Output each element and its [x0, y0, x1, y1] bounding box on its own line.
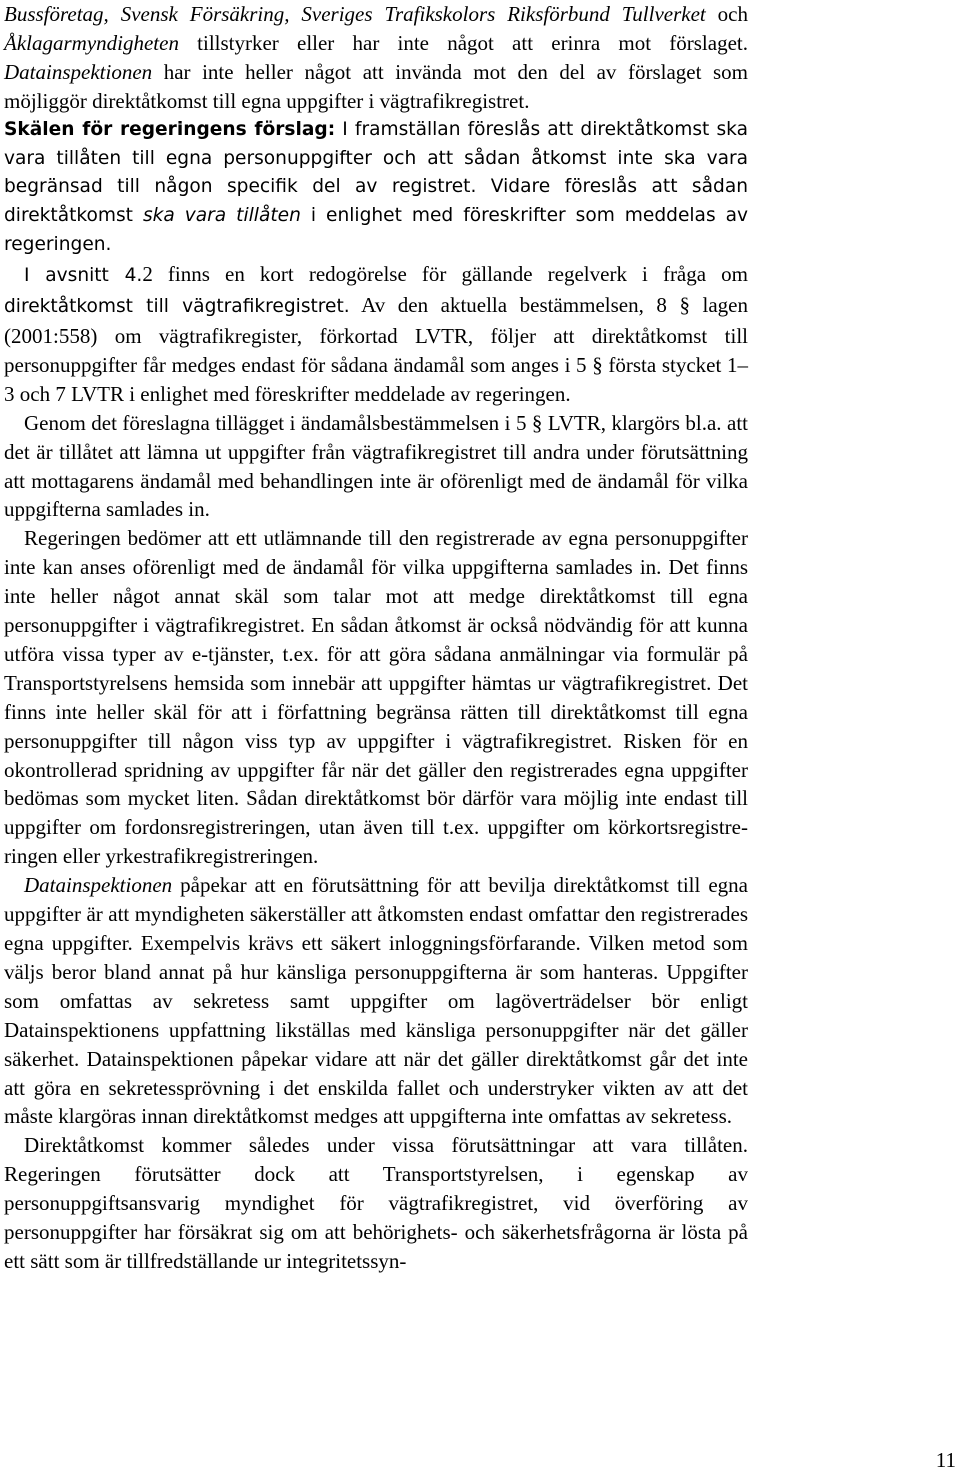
italic-text: Datainspektionen: [24, 873, 173, 898]
paragraph-3: [4, 260, 748, 409]
paragraph-7: Direktåtkomst kommer således under vissa förutsättningar att vara tillåten. Regeringen förutsätter dock att Transportstyrelsen, i egenskap av personuppgiftsansvarig myndighet för vägtrafikregistret, vid överföring av personuppgifter har försäkrat sig om att behörighets- och säkerhetsfrågorna är lösta på ett sätt som är tillfredställande ur integritetssyn-: [4, 1133, 748, 1273]
paragraph-2: [4, 116, 748, 261]
text-span: tillstyrker eller har inte något att erinra mot förslaget.: [178, 30, 748, 55]
text-span: I avsnitt 4.: [24, 265, 143, 287]
text-span: och: [705, 2, 748, 26]
text-span: direktåtkomst till vägtrafikregistret.: [4, 296, 350, 318]
bold-lead: Skälen för regeringens förslag:: [4, 118, 336, 140]
document-body: [4, 0, 748, 1276]
text-span: i enlighet med föreskrifter som meddelas av regeringen.: [4, 205, 749, 256]
text-span: påpekar att en förutsättning för att bevilja direktåtkomst till egna uppgifter är att myndigheten säkerställer att åtkomsten endast omfattar den registrerades egna uppgifter. Exempelvis krävs ett säkert inloggningsförfarande. Vilken metod som väljs beror bland annat på hur känsliga personuppgifterna är som hanteras. Uppgifter som omfattas av sekretess samt uppgifter om lagöverträdelser bör enligt Datainspektionens uppfattning likställas med känsliga personuppgifter när det gäller säkerhet. Datainspektionen påpekar vidare att när det gäller direktåtkomst går det inte att göra en sekretessprövning i det enskilda fallet och understryker vikten av att det måste klargöras innan direktåtkomst medges att uppgifterna inte omfattas av sekretess.: [4, 873, 748, 1129]
text-span: I framställan föreslås att direktåtkomst ska vara tillåten till egna personuppgifter och att sådan åtkomst inte ska vara begränsad till någon specifik del av registret. Vidare föreslås att sådan direktåtkomst: [4, 118, 749, 227]
text-span: har inte heller något att invända mot den del av förslaget som möjliggör direktåtkomst till egna uppgifter i vägtrafikregistret.: [4, 59, 748, 113]
italic-text: Bussföretag, Svensk Försäkring, Sveriges Trafikskolors Riksförbund Tullverket: [4, 2, 706, 26]
page-number: 11: [935, 1448, 956, 1472]
paragraph-5: Regeringen bedömer att ett utlämnande till den registrerade av egna personuppgifter inte kan anses oförenligt med de ändamål för vilka uppgifterna samlades in. Det finns inte heller något annat skäl som talar mot att medge direktåtkomst till egna personuppgifter i vägtrafikregistret. En sådan åtkomst är också nödvändig för att kunna utföra vissa typer av e-tjänster, t.ex. för att göra sådana anmälningar via formulär på Transportstyrelsens hemsida som innebär att uppgifter hämtas ur vägtrafikregistret. Det finns inte heller skäl för att i författning begränsa rätten till direktåtkomst till egna personuppgifter till någon viss typ av uppgifter i vägtrafikregistret. Risken för en okontrollerad spridning av uppgifter får när det gäller den registrerades egna uppgifter bedömas som mycket liten. Sådan direktåtkomst bör därför vara möjlig inte endast till uppgifter om fordonsregistreringen, utan även till t.ex. uppgifter om körkortsregistreringen eller yrkestrafikregistreringen.: [4, 526, 748, 869]
text-span: Av den aktuella bestämmelsen, 8 § lagen (2001:558) om vägtrafikregister, förkortad LVTR, följer att direktåtkomst till personuppgifter får medges endast för sådana ändamål som anges i 5 § första stycket 1–3 och 7 LVTR i enlighet med föreskrifter meddelade av regeringen.: [4, 293, 748, 406]
italic-text: Åklagarmyndigheten: [4, 30, 179, 55]
paragraph-1: [4, 0, 748, 116]
italic-text: ska vara tillåten: [142, 205, 301, 227]
paragraph-6: [4, 871, 748, 1131]
italic-text: Datainspektionen: [4, 59, 153, 84]
text-span: 2 finns en kort redogörelse för gällande regelverk i fråga om: [142, 262, 748, 287]
paragraph-4: Genom det föreslagna tillägget i ändamålsbestämmelsen i 5 § LVTR, klargörs bl.a. att det är tillåtet att lämna ut uppgifter från vägtrafikregistret till andra under förutsättning att mottagarens ändamål med behandlingen inte är oförenligt med de ändamål för vilka uppgifterna samlades in.: [4, 410, 748, 522]
